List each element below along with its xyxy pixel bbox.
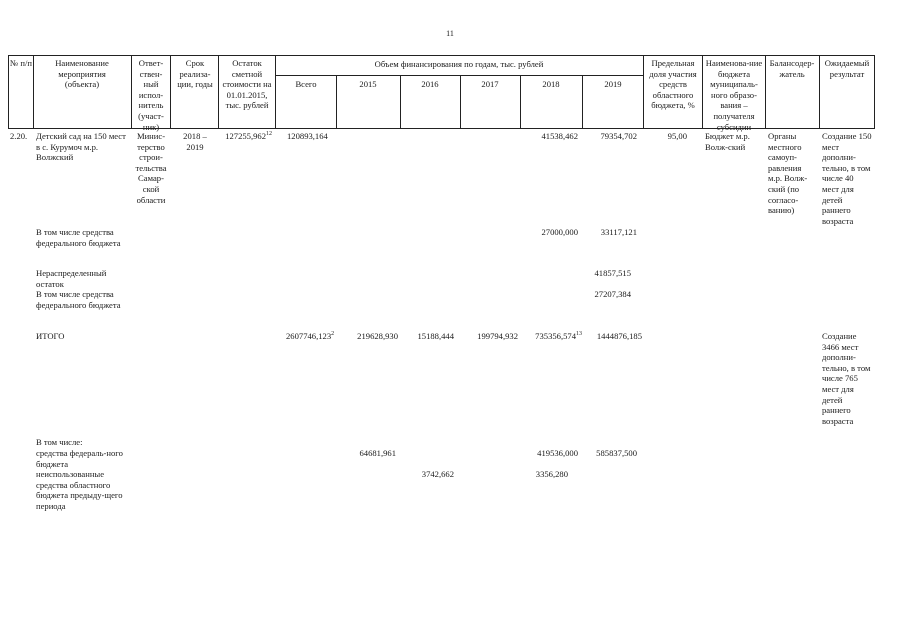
row-220-share: 95,00 <box>667 131 687 141</box>
row-fed2-name: средства федераль-ного бюджета <box>36 448 123 469</box>
header-holder: Балансодер-жатель <box>769 58 815 79</box>
col-line <box>33 55 34 129</box>
col-line <box>131 55 132 129</box>
col-line <box>874 55 875 129</box>
page-number: 11 <box>446 29 454 38</box>
row-fed2-2019: 585837,500 <box>596 448 637 458</box>
row-unused-name: неиспользованные средства областного бюджета предыду-щего периода <box>36 469 123 511</box>
row-unused-2018: 3356,280 <box>535 469 568 479</box>
row-total-2019: 1444876,185 <box>596 331 642 341</box>
row-total-name: ИТОГО <box>36 331 65 341</box>
row-220-result: Создание 150 мест дополни-тельно, в том числе 40 мест для детей раннего возраста <box>822 131 872 226</box>
row-total-2016: 15188,444 <box>417 331 454 341</box>
row-total-2017: 199794,932 <box>477 331 518 341</box>
header-2016: 2016 <box>421 79 439 89</box>
col-line <box>643 55 644 129</box>
row-fed-2018: 27000,000 <box>541 227 578 237</box>
footnote-mark: 12 <box>266 131 272 138</box>
row-220-remainder <box>218 131 272 142</box>
header-name: Наименование мероприятия (объекта) <box>55 58 109 90</box>
row-incl-name: В том числе: <box>36 437 83 447</box>
footnote-mark: 13 <box>576 331 582 338</box>
col-line <box>218 55 219 129</box>
col-line <box>400 75 401 129</box>
header-remainder: Остаток сметной стоимости на 01.01.2015, тыс. рублей <box>222 58 272 111</box>
header-period: Срок реализа-ции, годы <box>177 58 213 90</box>
col-line <box>336 75 337 129</box>
header-num: № п/п <box>10 58 32 68</box>
row-220-num: 2.20. <box>10 131 28 141</box>
header-budget-name: Наименова-ние бюджета муниципаль-ного образо-вания – получателя субсидии <box>705 58 763 132</box>
row-220-holder: Органы местного самоуп-равления м.р. Волж-ский (по согласо-ванию) <box>768 131 808 216</box>
col-line <box>8 55 9 129</box>
col-line <box>460 75 461 129</box>
col-line <box>582 75 583 129</box>
header-total: Всего <box>295 79 317 89</box>
header-result: Ожидаемый результат <box>824 58 870 79</box>
row-total-result: Создание 3466 мест дополни-тельно, в том числе 765 мест для детей раннего возраста <box>822 331 871 426</box>
row-220-2018: 41538,462 <box>541 131 578 141</box>
header-share: Предельная доля участия средств областного бюджета, % <box>649 58 697 111</box>
col-line <box>170 55 171 129</box>
header-executor: Ответ-ствен-ный испол-нитель (участ-ник) <box>138 58 164 132</box>
row-220-executor: Минис-терство строи-тельства Самар-ской области <box>135 131 167 205</box>
row-220-total: 120893,164 <box>287 131 328 141</box>
row-220-remainder-value: 127255,962 <box>225 131 266 141</box>
col-line <box>819 55 820 129</box>
row-fed2-2015: 64681,961 <box>359 448 396 458</box>
header-2015: 2015 <box>359 79 377 89</box>
row-220-name: Детский сад на 150 мест в с. Курумоч м.р. Волжский <box>36 131 126 163</box>
table-top-border <box>8 55 874 56</box>
row-unalloc-fed-name: В том числе средства федерального бюджета <box>36 289 121 310</box>
header-2017: 2017 <box>481 79 499 89</box>
col-line <box>520 75 521 129</box>
row-total-remainder-value: 2607746,123 <box>286 331 332 341</box>
row-total-remainder <box>286 331 334 342</box>
row-fed-2019: 33117,121 <box>600 227 637 237</box>
row-unalloc-fed-2019: 27207,384 <box>594 289 631 299</box>
table-years-border <box>275 75 643 76</box>
header-2019: 2019 <box>604 79 622 89</box>
row-total-total: 219628,930 <box>357 331 398 341</box>
row-fed2-2018: 419536,000 <box>537 448 578 458</box>
row-220-period: 2018 – 2019 <box>183 131 207 152</box>
col-line <box>702 55 703 129</box>
footnote-mark: 2 <box>331 331 335 338</box>
col-line <box>275 55 276 129</box>
row-220-budget-name: Бюджет м.р. Волж-ский <box>705 131 750 152</box>
row-total-2018-value: 735356,574 <box>535 331 576 341</box>
row-unalloc-name: Нераспределенный остаток <box>36 268 107 289</box>
header-2018: 2018 <box>542 79 560 89</box>
header-financing: Объем финансирования по годам, тыс. рублей <box>374 59 544 69</box>
row-fed-name: В том числе средства федерального бюджета <box>36 227 121 248</box>
row-total-2018 <box>520 331 582 342</box>
row-220-2019: 79354,702 <box>600 131 637 141</box>
row-unused-2016: 3742,662 <box>421 469 454 479</box>
row-unalloc-2019: 41857,515 <box>594 268 631 278</box>
